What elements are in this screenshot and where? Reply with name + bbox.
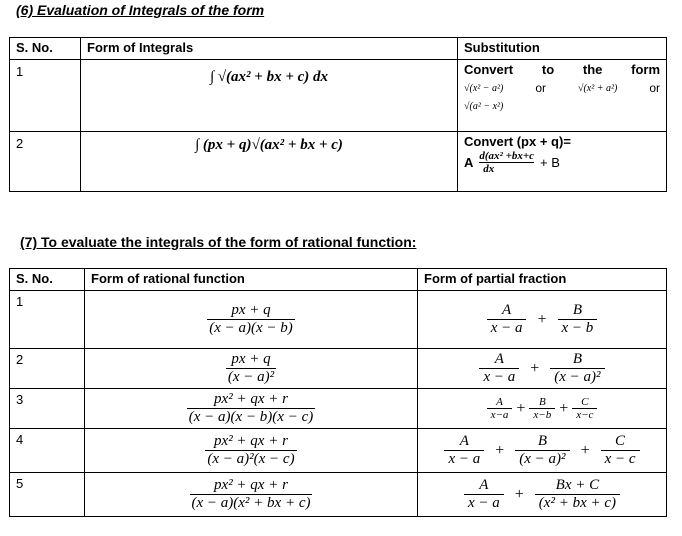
fraction-numerator: A [459,433,469,449]
col-header-substitution: Substitution [458,38,667,60]
rational-fraction [205,433,296,468]
rational-function-cell [85,291,418,349]
or-text: or [649,81,660,95]
plus-sign: + [530,359,540,377]
fraction-denominator: (x − a)² [550,368,604,386]
partial-fraction-term [479,351,519,386]
rational-function-cell [85,349,418,389]
integral-cell [81,60,458,132]
table-header-row [10,38,667,60]
substitution-line2 [464,150,660,175]
rational-function-cell [85,389,418,429]
plus-sign: + [537,310,547,328]
partial-fraction-term [572,396,597,421]
fraction-numerator: px² + qx + r [214,391,288,407]
substitution-cell [458,60,667,132]
rational-functions-table [9,268,667,517]
fraction-denominator: (x − a)² [227,369,275,385]
fraction-denominator: x − c [601,450,640,468]
section6-heading: (6) Evaluation of Integrals of the form [16,2,265,18]
constant-b: + B [540,155,560,170]
fraction-numerator: B [572,351,582,367]
partial-fraction-term [550,351,604,386]
partial-fraction-term [515,433,569,468]
plus-sign: + [514,485,524,503]
row-sno: 1 [10,291,85,349]
fraction-denominator: (x − a)(x² + bx + c) [191,495,311,511]
row-sno: 2 [10,132,81,192]
substitution-line1: Convert (px + q)= [464,134,571,149]
substitution-cell [458,132,667,192]
fraction-denominator: dx [479,162,534,175]
fraction-denominator: (x − a)²(x − c) [207,451,295,467]
fraction-numerator: px + q [231,351,271,367]
table-row [10,429,667,473]
fraction-numerator: C [581,396,589,408]
fraction-numerator: A [479,477,489,493]
section7-heading: (7) To evaluate the integrals of the form of rational function: [20,234,417,250]
col-header-rational: Form of rational function [85,269,418,291]
sub-word: form [631,62,660,77]
sub-word: Convert [464,62,514,77]
fraction-numerator: px + q [231,302,271,318]
rational-rows [10,291,667,517]
col-header-partial: Form of partial fraction [418,269,667,291]
fraction-denominator: x − a [487,319,527,337]
col-header-sno: S. No. [10,269,85,291]
table-row [10,60,667,132]
fraction-denominator: x−b [529,408,555,421]
partial-fraction-cell [418,389,667,429]
rational-fraction [187,391,315,426]
rational-function-cell [85,429,418,473]
integral-expression: ∫ (px + q)√(ax² + bx + c) [195,137,343,153]
derivative-fraction [475,150,538,175]
substitution-line2 [464,81,660,95]
fraction-numerator: A [496,396,503,408]
sqrt-form: √(x² − a²) [464,82,504,94]
fraction-denominator: (x² + bx + c) [535,494,620,512]
plus-sign: + [495,441,505,459]
fraction-numerator: B [537,433,547,449]
table-row [10,349,667,389]
fraction-numerator: px² + qx + r [214,477,288,493]
sqrt-form: √(x² + a²) [577,82,618,94]
rational-fraction [190,477,313,512]
fraction-numerator: B [572,302,582,318]
partial-fraction-term [558,302,598,337]
fraction-numerator: A [494,351,504,367]
plus-sign: + [559,399,569,417]
integral-cell [81,132,458,192]
substitution-line1 [464,62,660,77]
integrals-table [9,37,667,192]
table-row [10,389,667,429]
row-sno: 4 [10,429,85,473]
fraction-denominator: x − a [464,494,504,512]
fraction-denominator: (x − a)² [515,450,569,468]
fraction-numerator: B [538,396,546,408]
partial-fraction-cell [418,291,667,349]
fraction-denominator: (x − a)(x − b) [209,320,293,336]
sub-word: the [582,62,603,77]
fraction-denominator: x − a [479,368,519,386]
partial-fraction-term [529,396,555,421]
rational-fraction [226,351,276,386]
partial-fraction-term [444,433,484,468]
partial-fraction-term [487,302,527,337]
fraction-denominator: x−a [487,408,513,421]
fraction-numerator: C [615,433,626,449]
constant-a: A [464,155,474,170]
fraction-numerator: d(ax² +bx+c [479,150,535,162]
plus-sign: + [516,399,526,417]
table-row [10,473,667,517]
plus-sign: + [580,441,590,459]
or-text: or [535,81,546,95]
partial-fraction-cell [418,349,667,389]
fraction-numerator: Bx + C [555,477,600,493]
sub-word: to [541,62,555,77]
row-sno: 3 [10,389,85,429]
sqrt-form: √(a² − x²) [464,101,504,112]
fraction-numerator: A [502,302,512,318]
row-sno: 2 [10,349,85,389]
table-header-row [10,269,667,291]
col-header-sno: S. No. [10,38,81,60]
row-sno: 1 [10,60,81,132]
integral-expression: ∫ √(ax² + bx + c) dx [209,69,329,85]
partial-fraction-term [535,477,620,512]
fraction-denominator: x − b [558,319,598,337]
row-sno: 5 [10,473,85,517]
rational-fraction [207,302,295,337]
fraction-numerator: px² + qx + r [214,433,288,449]
col-header-form: Form of Integrals [81,38,458,60]
rational-function-cell [85,473,418,517]
table-row [10,132,667,192]
fraction-denominator: x−c [572,408,597,421]
table-row [10,291,667,349]
partial-fraction-term [464,477,504,512]
partial-fraction-cell [418,473,667,517]
partial-fraction-cell [418,429,667,473]
fraction-denominator: x − a [444,450,484,468]
partial-fraction-term [601,433,640,468]
fraction-denominator: (x − a)(x − b)(x − c) [188,409,314,425]
partial-fraction-term [487,396,513,421]
